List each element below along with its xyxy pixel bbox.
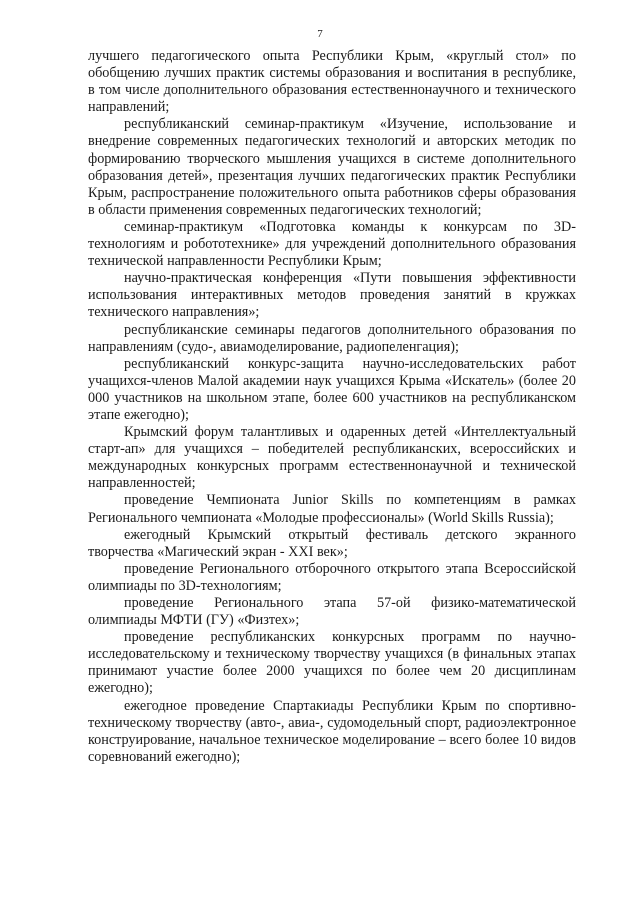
paragraph: республиканские семинары педагогов дополнительного образования по направлениям (судо-, авиамоделирование, радиопеленгация); <box>88 321 576 355</box>
paragraph: Крымский форум талантливых и одаренных детей «Интеллектуальный старт-ап» для учащихся – победителей республиканских, всероссийских и международных конкурсных программ естественнонаучной и технической направленностей; <box>88 424 576 492</box>
paragraph: лучшего педагогического опыта Республики Крым, «круглый стол» по обобщению лучших практик системы образования и воспитания в республике, в том числе дополнительного образования естественнонаучного и технического направлений; <box>88 48 576 116</box>
paragraph: научно-практическая конференция «Пути повышения эффективности использования интерактивных методов проведения занятий в кружках технического направления»; <box>88 270 576 321</box>
paragraph: республиканский конкурс-защита научно-исследовательских работ учащихся-членов Малой академии наук учащихся Крыма «Искатель» (более 20 000 участников на школьном этапе, более 600 участников на республиканском этапе ежегодно); <box>88 355 576 423</box>
document-body <box>88 48 576 766</box>
paragraph: проведение Регионального этапа 57-ой физико-математической олимпиады МФТИ (ГУ) «Физтех»; <box>88 595 576 629</box>
paragraph: проведение Чемпионата Junior Skills по компетенциям в рамках Регионального чемпионата «Молодые профессионалы» (World Skills Russia); <box>88 492 576 526</box>
paragraph: ежегодный Крымский открытый фестиваль детского экранного творчества «Магический экран - XXI век»; <box>88 526 576 560</box>
page-number: 7 <box>317 28 323 40</box>
paragraph: ежегодное проведение Спартакиады Республики Крым по спортивно-техническому творчеству (авто-, авиа-, судомодельный спорт, радиоэлектронное конструирование, начальное техническое моделирование – всего более 10 видов соревнований ежегодно); <box>88 697 576 765</box>
paragraph: республиканский семинар-практикум «Изучение, использование и внедрение современных педагогических технологий и авторских методик по формированию творческого мышления учащихся в системе дополнительного образования детей», презентация лучших педагогических практик Республики Крым, распространение положительного опыта работников сферы образования в области применения современных педагогических технологий; <box>88 116 576 218</box>
paragraph: проведение республиканских конкурсных программ по научно-исследовательскому и техническому творчеству учащихся (в финальных этапах принимают участие более 2000 учащихся по более чем 20 дисциплинам ежегодно); <box>88 629 576 697</box>
paragraph: семинар-практикум «Подготовка команды к конкурсам по 3D-технологиям и робототехнике» для учреждений дополнительного образования технической направленности Республики Крым; <box>88 218 576 270</box>
paragraph: проведение Регионального отборочного открытого этапа Всероссийской олимпиады по 3D-технологиям; <box>88 560 576 594</box>
